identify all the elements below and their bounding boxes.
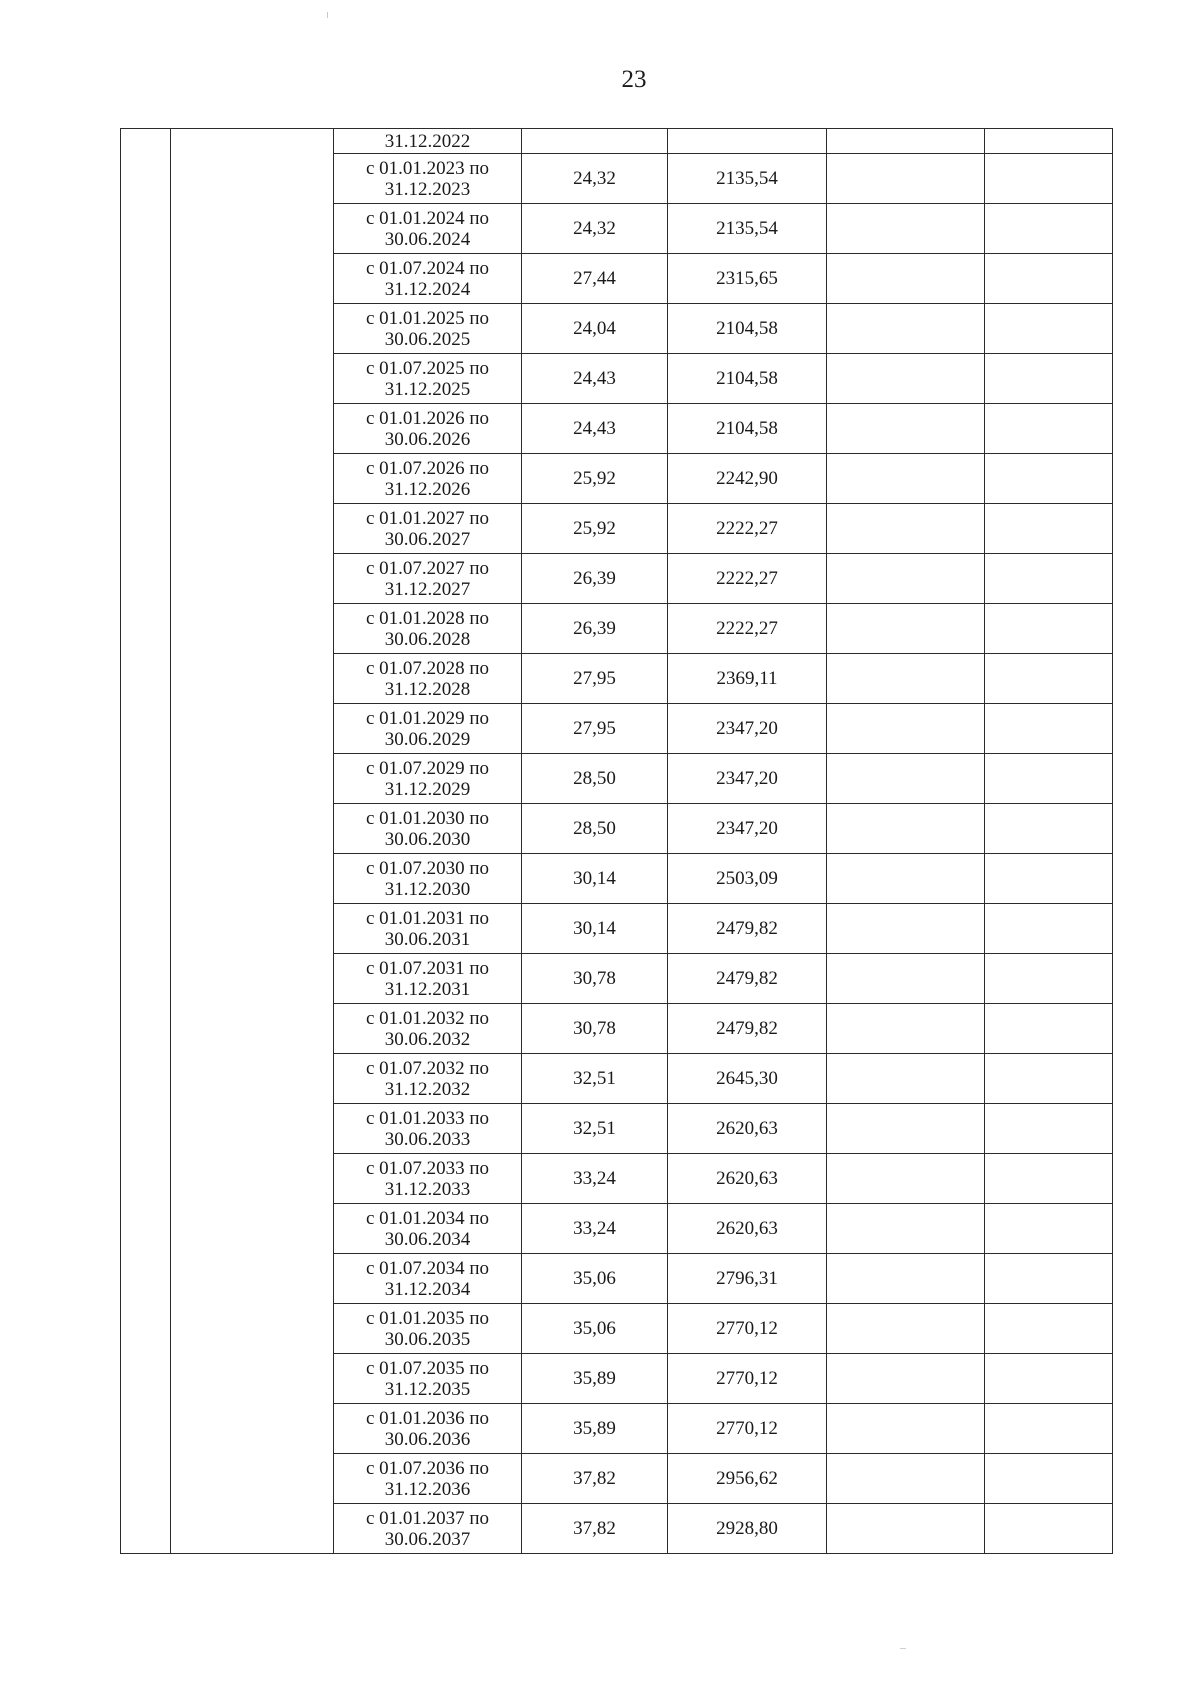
empty-cell <box>985 154 1113 204</box>
period-end-line: 30.06.2026 <box>384 428 471 450</box>
value2-cell: 2620,63 <box>668 1204 827 1254</box>
value2-cell: 2104,58 <box>668 404 827 454</box>
value2-cell: 2620,63 <box>668 1154 827 1204</box>
period-start-line: с 01.07.2032 по <box>365 1057 490 1079</box>
period-end-line: 31.12.2023 <box>384 178 471 200</box>
period-end-line: 30.06.2029 <box>384 728 471 750</box>
period-cell <box>334 154 522 204</box>
empty-cell <box>827 1354 985 1404</box>
period-cell <box>334 454 522 504</box>
empty-cell <box>985 1054 1113 1104</box>
period-cell: 31.12.2022 <box>334 129 522 154</box>
period-cell <box>334 204 522 254</box>
value1-cell: 33,24 <box>522 1154 668 1204</box>
value1-cell: 24,04 <box>522 304 668 354</box>
empty-cell <box>985 554 1113 604</box>
empty-cell <box>985 654 1113 704</box>
period-end-line: 31.12.2035 <box>384 1378 471 1400</box>
empty-cell <box>827 1454 985 1504</box>
period-cell <box>334 354 522 404</box>
value1-cell: 25,92 <box>522 504 668 554</box>
period-end-line: 30.06.2024 <box>384 228 471 250</box>
period-end-line: 30.06.2034 <box>384 1228 471 1250</box>
period-start-line: с 01.01.2028 по <box>365 607 490 629</box>
empty-cell <box>827 1404 985 1454</box>
value1-cell: 24,32 <box>522 204 668 254</box>
value2-cell: 2796,31 <box>668 1254 827 1304</box>
value2-cell: 2222,27 <box>668 604 827 654</box>
value1-cell: 32,51 <box>522 1104 668 1154</box>
empty-cell <box>827 204 985 254</box>
period-cell <box>334 254 522 304</box>
value1-cell <box>522 129 668 154</box>
value2-cell: 2369,11 <box>668 654 827 704</box>
value1-cell: 35,06 <box>522 1254 668 1304</box>
period-start-line: с 01.01.2026 по <box>365 407 490 429</box>
period-start-line: с 01.01.2035 по <box>365 1307 490 1329</box>
value2-cell: 2620,63 <box>668 1104 827 1154</box>
value1-cell: 25,92 <box>522 454 668 504</box>
value1-cell: 30,14 <box>522 904 668 954</box>
period-cell <box>334 1454 522 1504</box>
empty-cell <box>985 704 1113 754</box>
period-end-line: 31.12.2028 <box>384 678 471 700</box>
period-end-line: 30.06.2033 <box>384 1128 471 1150</box>
empty-cell <box>985 204 1113 254</box>
empty-cell <box>827 454 985 504</box>
value2-cell: 2222,27 <box>668 504 827 554</box>
period-start-line: с 01.01.2023 по <box>365 157 490 179</box>
period-end-line: 30.06.2032 <box>384 1028 471 1050</box>
period-end-line: 31.12.2036 <box>384 1478 471 1500</box>
empty-cell <box>827 1004 985 1054</box>
empty-cell <box>985 1004 1113 1054</box>
period-cell <box>334 1004 522 1054</box>
period-end-line: 31.12.2027 <box>384 578 471 600</box>
value1-cell: 30,78 <box>522 1004 668 1054</box>
period-end-line: 30.06.2028 <box>384 628 471 650</box>
value2-cell <box>668 129 827 154</box>
value2-cell: 2770,12 <box>668 1354 827 1404</box>
period-end-line: 30.06.2025 <box>384 328 471 350</box>
empty-cell <box>827 504 985 554</box>
empty-cell <box>985 504 1113 554</box>
value1-cell: 33,24 <box>522 1204 668 1254</box>
period-end-line: 31.12.2029 <box>384 778 471 800</box>
empty-cell <box>985 1304 1113 1354</box>
value1-cell: 30,14 <box>522 854 668 904</box>
value2-cell: 2479,82 <box>668 1004 827 1054</box>
period-start-line: с 01.07.2030 по <box>365 857 490 879</box>
value1-cell: 37,82 <box>522 1454 668 1504</box>
value2-cell: 2956,62 <box>668 1454 827 1504</box>
value1-cell: 24,43 <box>522 354 668 404</box>
value1-cell: 28,50 <box>522 804 668 854</box>
value1-cell: 35,89 <box>522 1404 668 1454</box>
period-start-line: с 01.01.2033 по <box>365 1107 490 1129</box>
period-start-line: с 01.07.2024 по <box>365 257 490 279</box>
value2-cell: 2770,12 <box>668 1304 827 1354</box>
period-start-line: с 01.01.2027 по <box>365 507 490 529</box>
period-start-line: с 01.01.2036 по <box>365 1407 490 1429</box>
period-cell <box>334 654 522 704</box>
period-end-line: 31.12.2025 <box>384 378 471 400</box>
empty-cell <box>827 254 985 304</box>
period-end-line: 31.12.2033 <box>384 1178 471 1200</box>
value2-cell: 2645,30 <box>668 1054 827 1104</box>
blank-column-2 <box>171 129 334 1554</box>
empty-cell <box>985 129 1113 154</box>
period-end-line: 30.06.2035 <box>384 1328 471 1350</box>
empty-cell <box>985 1354 1113 1404</box>
period-cell <box>334 754 522 804</box>
empty-cell <box>827 1154 985 1204</box>
empty-cell <box>985 804 1113 854</box>
empty-cell <box>985 1404 1113 1454</box>
scan-mark-top <box>327 12 328 18</box>
empty-cell <box>827 1504 985 1554</box>
period-end-line: 31.12.2024 <box>384 278 471 300</box>
empty-cell <box>985 404 1113 454</box>
period-cell <box>334 1354 522 1404</box>
period-cell <box>334 1504 522 1554</box>
empty-cell <box>827 854 985 904</box>
period-start-line: с 01.07.2026 по <box>365 457 490 479</box>
table-row <box>121 129 1113 154</box>
empty-cell <box>985 754 1113 804</box>
empty-cell <box>827 954 985 1004</box>
period-start-line: с 01.01.2024 по <box>365 207 490 229</box>
value2-cell: 2347,20 <box>668 754 827 804</box>
empty-cell <box>985 604 1113 654</box>
period-start-line: с 01.07.2031 по <box>365 957 490 979</box>
empty-cell <box>985 304 1113 354</box>
value1-cell: 26,39 <box>522 554 668 604</box>
empty-cell <box>985 354 1113 404</box>
empty-cell <box>827 154 985 204</box>
empty-cell <box>985 854 1113 904</box>
period-cell <box>334 504 522 554</box>
period-start-line: с 01.01.2032 по <box>365 1007 490 1029</box>
empty-cell <box>827 1204 985 1254</box>
value2-cell: 2315,65 <box>668 254 827 304</box>
empty-cell <box>827 604 985 654</box>
period-start-line: с 01.07.2025 по <box>365 357 490 379</box>
value1-cell: 35,06 <box>522 1304 668 1354</box>
value1-cell: 27,44 <box>522 254 668 304</box>
period-end-line: 31.12.2031 <box>384 978 471 1000</box>
value1-cell: 30,78 <box>522 954 668 1004</box>
period-cell <box>334 1054 522 1104</box>
value2-cell: 2928,80 <box>668 1504 827 1554</box>
value2-cell: 2347,20 <box>668 804 827 854</box>
period-end-line: 30.06.2037 <box>384 1528 471 1550</box>
value1-cell: 24,43 <box>522 404 668 454</box>
period-cell <box>334 704 522 754</box>
period-cell <box>334 604 522 654</box>
period-start-line: с 01.07.2033 по <box>365 1157 490 1179</box>
empty-cell <box>827 304 985 354</box>
period-start-line: с 01.07.2027 по <box>365 557 490 579</box>
blank-column-1 <box>121 129 171 1554</box>
value2-cell: 2104,58 <box>668 354 827 404</box>
value2-cell: 2770,12 <box>668 1404 827 1454</box>
period-start-line: с 01.07.2036 по <box>365 1457 490 1479</box>
value2-cell: 2242,90 <box>668 454 827 504</box>
value2-cell: 2347,20 <box>668 704 827 754</box>
period-end-line: 31.12.2030 <box>384 878 471 900</box>
value1-cell: 32,51 <box>522 1054 668 1104</box>
period-start-line: с 01.07.2028 по <box>365 657 490 679</box>
period-cell <box>334 854 522 904</box>
empty-cell <box>985 1154 1113 1204</box>
empty-cell <box>827 554 985 604</box>
empty-cell <box>985 1254 1113 1304</box>
empty-cell <box>827 404 985 454</box>
period-cell <box>334 954 522 1004</box>
period-end-line: 31.12.2034 <box>384 1278 471 1300</box>
empty-cell <box>985 904 1113 954</box>
period-start-line: с 01.07.2035 по <box>365 1357 490 1379</box>
period-cell <box>334 554 522 604</box>
empty-cell <box>827 1254 985 1304</box>
period-start-line: с 01.01.2030 по <box>365 807 490 829</box>
empty-cell <box>827 1054 985 1104</box>
value2-cell: 2104,58 <box>668 304 827 354</box>
period-cell <box>334 1204 522 1254</box>
value1-cell: 28,50 <box>522 754 668 804</box>
page-number: 23 <box>621 66 647 93</box>
period-cell <box>334 1304 522 1354</box>
period-end-line: 30.06.2036 <box>384 1428 471 1450</box>
empty-cell <box>985 454 1113 504</box>
table-body <box>121 129 1113 1554</box>
period-cell <box>334 1154 522 1204</box>
value1-cell: 37,82 <box>522 1504 668 1554</box>
period-end-line: 31.12.2026 <box>384 478 471 500</box>
period-cell <box>334 904 522 954</box>
period-start-line: с 01.01.2037 по <box>365 1507 490 1529</box>
period-cell <box>334 1104 522 1154</box>
period-start-line: с 01.01.2025 по <box>365 307 490 329</box>
empty-cell <box>985 1204 1113 1254</box>
empty-cell <box>985 1454 1113 1504</box>
value1-cell: 27,95 <box>522 654 668 704</box>
period-end-line: 31.12.2032 <box>384 1078 471 1100</box>
value2-cell: 2479,82 <box>668 954 827 1004</box>
period-start-line: с 01.01.2034 по <box>365 1207 490 1229</box>
value1-cell: 35,89 <box>522 1354 668 1404</box>
period-end-line: 30.06.2027 <box>384 528 471 550</box>
value2-cell: 2135,54 <box>668 154 827 204</box>
empty-cell <box>827 1304 985 1354</box>
empty-cell <box>827 754 985 804</box>
empty-cell <box>827 904 985 954</box>
period-cell <box>334 1404 522 1454</box>
period-cell <box>334 404 522 454</box>
period-start-line: с 01.07.2029 по <box>365 757 490 779</box>
scan-mark-bottom <box>900 1648 906 1649</box>
empty-cell <box>827 354 985 404</box>
empty-cell <box>827 654 985 704</box>
empty-cell <box>827 804 985 854</box>
value2-cell: 2479,82 <box>668 904 827 954</box>
period-cell <box>334 1254 522 1304</box>
tariff-table <box>120 128 1113 1554</box>
value2-cell: 2503,09 <box>668 854 827 904</box>
empty-cell <box>985 1104 1113 1154</box>
empty-cell <box>985 954 1113 1004</box>
value1-cell: 27,95 <box>522 704 668 754</box>
value2-cell: 2222,27 <box>668 554 827 604</box>
value1-cell: 24,32 <box>522 154 668 204</box>
empty-cell <box>827 129 985 154</box>
period-end-line: 30.06.2030 <box>384 828 471 850</box>
period-start-line: с 01.01.2031 по <box>365 907 490 929</box>
period-start-line: с 01.01.2029 по <box>365 707 490 729</box>
value2-cell: 2135,54 <box>668 204 827 254</box>
empty-cell <box>985 1504 1113 1554</box>
period-cell <box>334 304 522 354</box>
empty-cell <box>985 254 1113 304</box>
period-end-line: 30.06.2031 <box>384 928 471 950</box>
empty-cell <box>827 704 985 754</box>
value1-cell: 26,39 <box>522 604 668 654</box>
empty-cell <box>827 1104 985 1154</box>
period-start-line: с 01.07.2034 по <box>365 1257 490 1279</box>
period-cell <box>334 804 522 854</box>
